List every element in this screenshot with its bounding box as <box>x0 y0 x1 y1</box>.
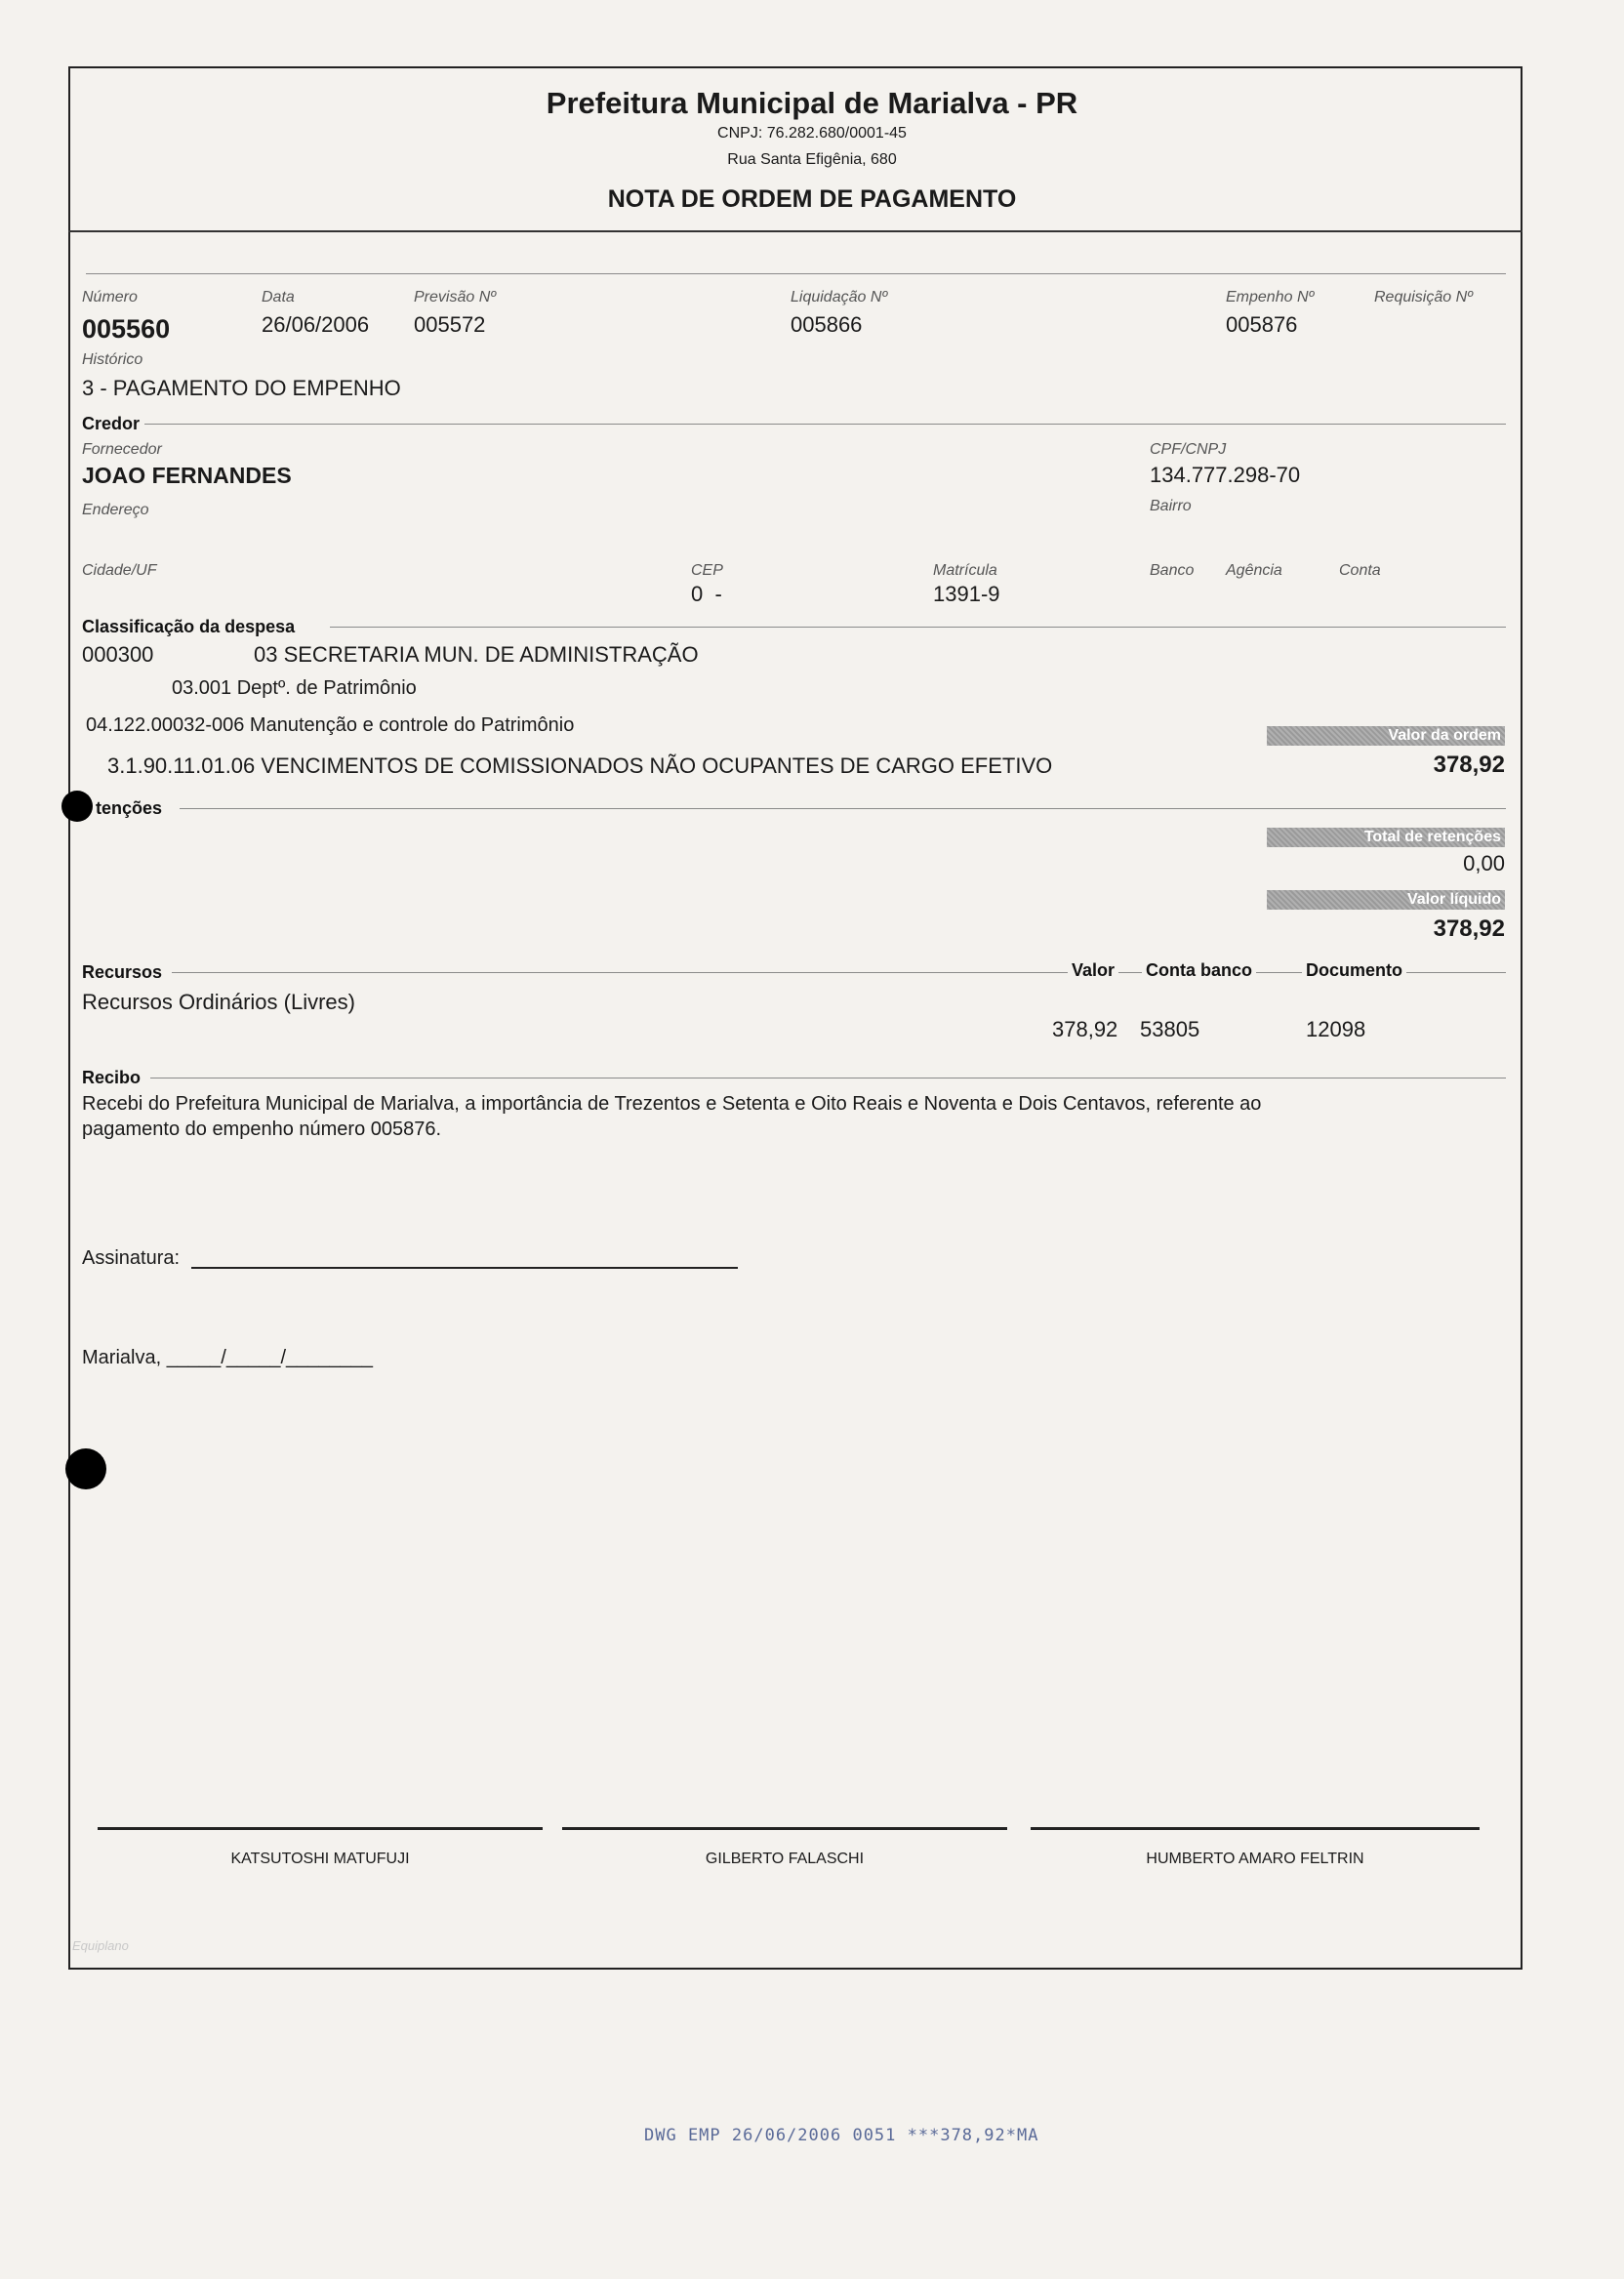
liquidacao-label: Liquidação Nº <box>791 289 888 305</box>
assinatura-label: Assinatura: <box>82 1247 181 1269</box>
assinatura-line <box>191 1267 738 1269</box>
header-divider <box>68 230 1522 232</box>
software-watermark: Equiplano <box>72 1938 129 1953</box>
total-retencoes-value: 0,00 <box>1463 851 1505 875</box>
recursos-descricao: Recursos Ordinários (Livres) <box>82 990 355 1014</box>
recursos-conta-header: Conta banco <box>1142 960 1256 981</box>
local-data: Marialva, _____/_____/________ <box>82 1347 374 1368</box>
valor-liquido-value: 378,92 <box>1433 916 1505 942</box>
cpf-value: 134.777.298-70 <box>1150 463 1301 487</box>
recursos-documento-header: Documento <box>1302 960 1406 981</box>
historico-label: Histórico <box>82 351 143 368</box>
punch-hole-bottom <box>65 1448 106 1489</box>
valor-ordem-value: 378,92 <box>1433 752 1505 778</box>
empenho-label: Empenho Nº <box>1226 289 1315 305</box>
previsao-label: Previsão Nº <box>414 289 497 305</box>
signature-name-3: HUMBERTO AMARO FELTRIN <box>1146 1851 1364 1867</box>
matricula-label: Matrícula <box>933 562 997 579</box>
retencoes-section: tenções <box>96 798 163 818</box>
fields-top-rule <box>86 273 1506 274</box>
credor-rule <box>144 424 1506 425</box>
fornecedor-value: JOAO FERNANDES <box>82 463 292 488</box>
classificacao-code: 000300 <box>82 642 154 667</box>
signature-line-3 <box>1031 1827 1480 1830</box>
numero-value: 005560 <box>82 314 171 344</box>
cep-value: 0 - <box>691 582 722 606</box>
cpf-label: CPF/CNPJ <box>1150 441 1227 458</box>
bairro-label: Bairro <box>1150 498 1192 514</box>
signature-line-1 <box>98 1827 543 1830</box>
punch-hole-top <box>61 791 93 822</box>
recibo-section: Recibo <box>82 1068 142 1087</box>
recibo-text-line2: pagamento do empenho número 005876. <box>82 1119 442 1140</box>
recursos-valor-header: Valor <box>1068 960 1118 981</box>
conta-label: Conta <box>1339 562 1381 579</box>
cep-label: CEP <box>691 562 723 579</box>
empenho-value: 005876 <box>1226 312 1298 337</box>
signature-line-2 <box>562 1827 1007 1830</box>
previsao-value: 005572 <box>414 312 486 337</box>
document-frame <box>68 66 1522 1970</box>
valor-ordem-label: Valor da ordem <box>1267 726 1505 746</box>
recursos-valor: 378,92 <box>1052 1017 1118 1041</box>
page-title: Prefeitura Municipal de Marialva - PR <box>546 86 1078 120</box>
header-cnpj: CNPJ: 76.282.680/0001-45 <box>717 125 907 142</box>
historico-value: 3 - PAGAMENTO DO EMPENHO <box>82 376 401 400</box>
endereco-label: Endereço <box>82 502 149 518</box>
valor-liquido-label: Valor líquido <box>1267 890 1505 910</box>
classificacao-programa: 04.122.00032-006 Manutenção e controle do Patrimônio <box>86 714 575 736</box>
processing-stamp: DWG EMP 26/06/2006 0051 ***378,92*MA <box>644 2126 1039 2145</box>
signature-name-2: GILBERTO FALASCHI <box>705 1851 865 1867</box>
retencoes-rule <box>180 808 1506 809</box>
fornecedor-label: Fornecedor <box>82 441 162 458</box>
header-address: Rua Santa Efigênia, 680 <box>727 151 897 168</box>
classificacao-secretaria: 03 SECRETARIA MUN. DE ADMINISTRAÇÃO <box>254 642 699 667</box>
recursos-section: Recursos <box>82 962 163 982</box>
classificacao-elemento: 3.1.90.11.01.06 VENCIMENTOS DE COMISSIONADOS NÃO OCUPANTES DE CARGO EFETIVO <box>107 753 1053 778</box>
signature-name-1: KATSUTOSHI MATUFUJI <box>230 1851 410 1867</box>
total-retencoes-label: Total de retenções <box>1267 828 1505 847</box>
recursos-conta: 53805 <box>1140 1017 1200 1041</box>
data-label: Data <box>262 289 295 305</box>
classificacao-section: Classificação da despesa <box>82 617 296 636</box>
liquidacao-value: 005866 <box>791 312 863 337</box>
classificacao-rule <box>330 627 1506 628</box>
numero-label: Número <box>82 289 138 305</box>
cidade-label: Cidade/UF <box>82 562 157 579</box>
agencia-label: Agência <box>1226 562 1282 579</box>
credor-section: Credor <box>82 414 141 433</box>
document-title: NOTA DE ORDEM DE PAGAMENTO <box>607 185 1017 213</box>
recibo-text-line1: Recebi do Prefeitura Municipal de Marialva, a importância de Trezentos e Setenta e Oito Reais e Noventa e Dois Centavos, referente ao <box>82 1093 1262 1115</box>
data-value: 26/06/2006 <box>262 312 370 337</box>
matricula-value: 1391-9 <box>933 582 1000 606</box>
banco-label: Banco <box>1150 562 1195 579</box>
classificacao-departamento: 03.001 Deptº. de Patrimônio <box>172 677 417 699</box>
requisicao-label: Requisição Nº <box>1374 289 1473 305</box>
recursos-documento: 12098 <box>1306 1017 1366 1041</box>
